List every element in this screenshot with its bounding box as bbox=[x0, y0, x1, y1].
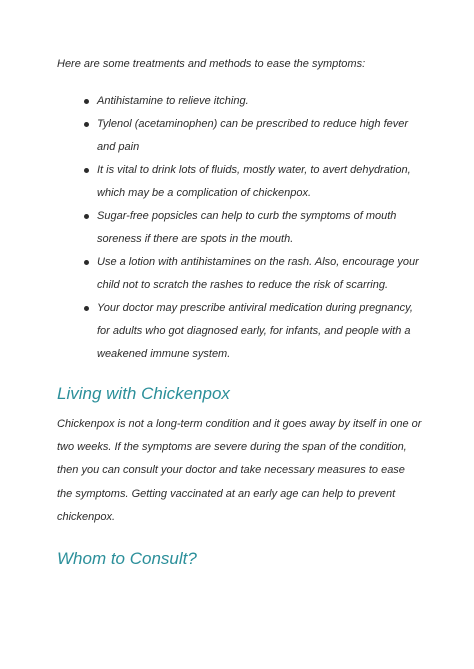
list-item-text: Antihistamine to relieve itching. bbox=[97, 95, 249, 107]
section-heading-consult: Whom to Consult? bbox=[57, 549, 197, 568]
list-item bbox=[97, 251, 427, 297]
bullet-icon bbox=[84, 168, 89, 173]
bullet-icon bbox=[84, 99, 89, 104]
bullet-icon bbox=[84, 214, 89, 219]
list-item bbox=[97, 159, 427, 205]
list-item bbox=[97, 297, 427, 366]
list-item-text: Tylenol (acetaminophen) can be prescribed to reduce high fever and pain bbox=[97, 118, 409, 153]
list-item-text: It is vital to drink lots of fluids, mostly water, to avert dehydration, which may be a complication of chickenpox. bbox=[97, 164, 411, 199]
list-item-text: Use a lotion with antihistamines on the rash. Also, encourage your child not to scratch the rashes to reduce the risk of scarring. bbox=[97, 256, 419, 291]
intro-text: Here are some treatments and methods to ease the symptoms: bbox=[57, 58, 366, 70]
list-item-text: Your doctor may prescribe antiviral medication during pregnancy, for adults who got diagnosed early, for infants, and people with a weakened immune system. bbox=[97, 302, 413, 360]
treatment-list bbox=[97, 90, 427, 366]
section-heading-living: Living with Chickenpox bbox=[57, 384, 230, 403]
bullet-icon bbox=[84, 260, 89, 265]
list-item bbox=[97, 90, 427, 113]
living-paragraph: Chickenpox is not a long-term condition and it goes away by itself in one or two weeks. If the symptoms are severe during the span of the condition, then you can consult your doctor and take necessary measures to ease the symptoms. Getting vaccinated at an early age can help to prevent chickenpox. bbox=[57, 418, 422, 523]
list-item bbox=[97, 113, 427, 159]
list-item-text: Sugar-free popsicles can help to curb the symptoms of mouth soreness if there are spots in the mouth. bbox=[97, 210, 397, 245]
bullet-icon bbox=[84, 122, 89, 127]
list-item bbox=[97, 205, 427, 251]
bullet-icon bbox=[84, 306, 89, 311]
